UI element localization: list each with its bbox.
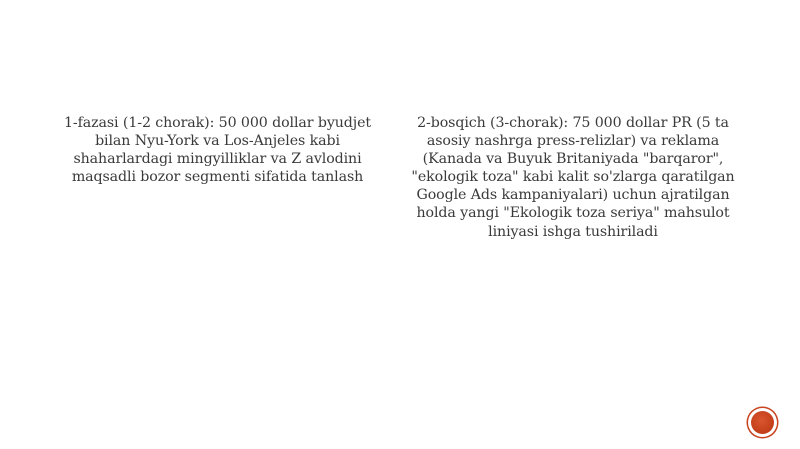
- next-slide-button[interactable]: [748, 408, 777, 437]
- phase-1-text: 1-fazasi (1-2 chorak): 50 000 dollar byudjet bilan Nyu-York va Los-Anjeles kabi shaharlardagi mingyilliklar va Z avlodini maqsadli bozor segmenti sifatida tanlash: [64, 115, 371, 186]
- circle-button-icon: [751, 411, 774, 434]
- phase-2-text: 2-bosqich (3-chorak): 75 000 dollar PR (5 ta asosiy nashrga press-relizlar) va reklama (Kanada va Buyuk Britaniyada "barqaror", "ekologik toza" kabi kalit so'zlarga qaratilgan Google Ads kampaniyalari) uchun ajratilgan holda yangi "Ekologik toza seriya" mahsulot liniyasi ishga tushiriladi: [411, 115, 735, 240]
